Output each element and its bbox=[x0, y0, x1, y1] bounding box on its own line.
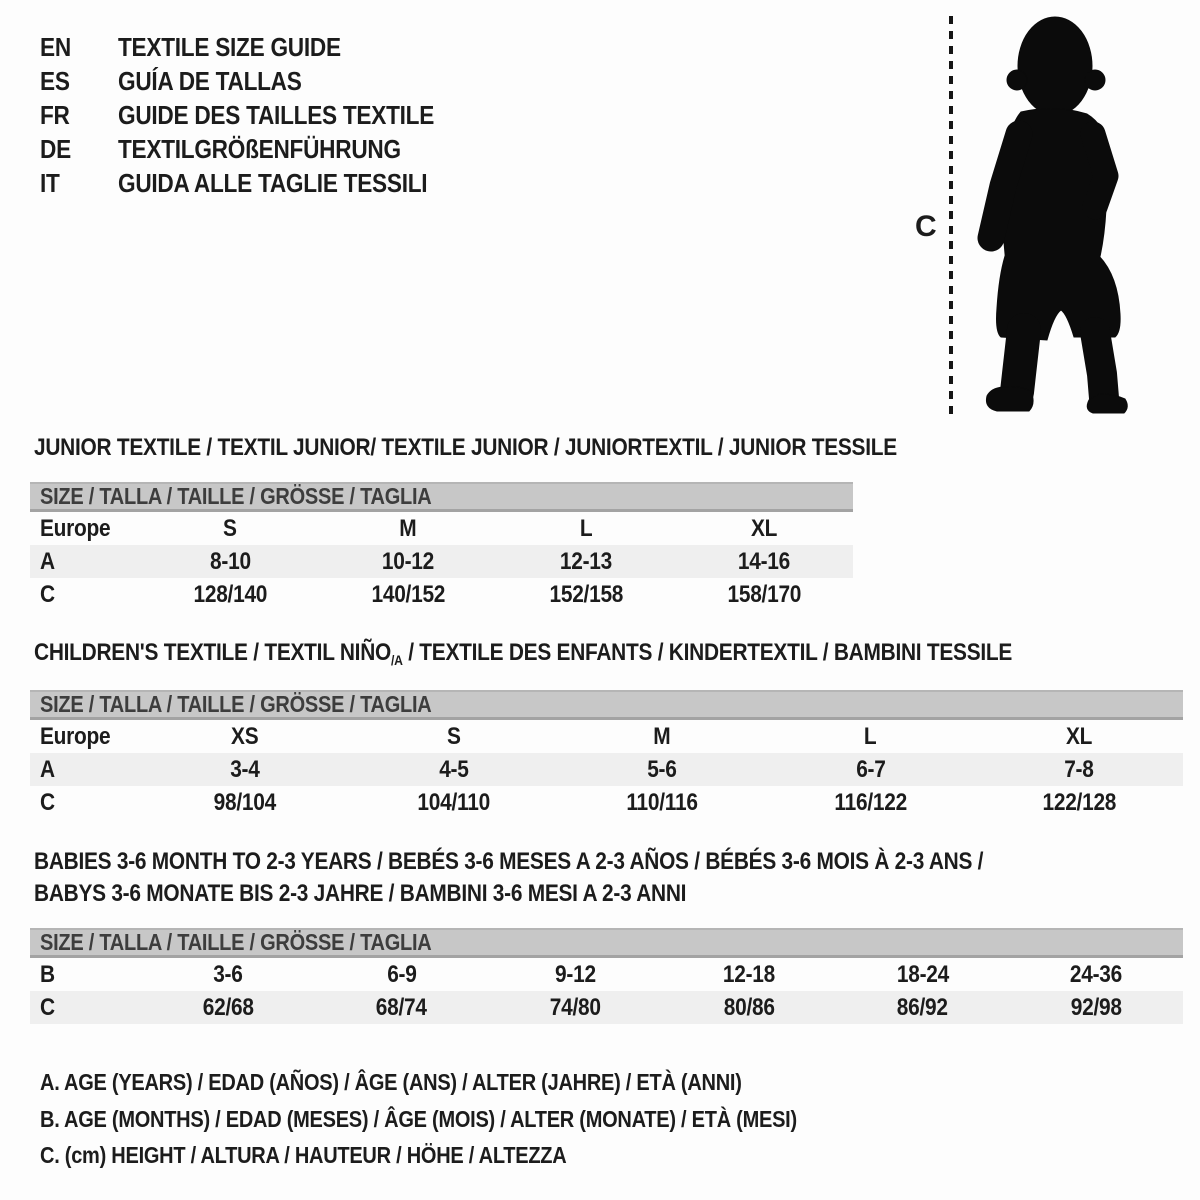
size-cell: M bbox=[399, 514, 417, 542]
size-header-bar: SIZE / TALLA / TAILLE / GRÖSSE / TAGLIA bbox=[30, 690, 1183, 720]
guide-title-it: GUIDA ALLE TAGLIE TESSILI bbox=[118, 167, 428, 198]
months-cell: 6-9 bbox=[386, 960, 417, 988]
height-cell: 68/74 bbox=[376, 993, 427, 1021]
size-cell: L bbox=[579, 514, 593, 542]
height-cell: 116/122 bbox=[834, 788, 907, 816]
toddler-figure bbox=[905, 14, 1145, 418]
nino-a-subscript: /A bbox=[391, 652, 403, 668]
height-cell: 158/170 bbox=[727, 580, 801, 608]
row-label: A bbox=[40, 547, 55, 575]
table-row-age bbox=[30, 753, 1183, 786]
height-cell: 152/158 bbox=[549, 580, 623, 608]
row-label: Europe bbox=[40, 722, 111, 750]
age-cell: 6-7 bbox=[855, 755, 886, 783]
age-cell: 14-16 bbox=[737, 547, 791, 575]
row-label: C bbox=[40, 993, 55, 1021]
row-label: B bbox=[40, 960, 55, 988]
age-cell: 3-4 bbox=[230, 755, 260, 783]
row-label: Europe bbox=[40, 514, 111, 542]
height-cell: 62/68 bbox=[202, 993, 254, 1021]
months-cell: 12-18 bbox=[722, 960, 775, 988]
size-header-bar: SIZE / TALLA / TAILLE / GRÖSSE / TAGLIA bbox=[30, 928, 1183, 958]
size-header-bar: SIZE / TALLA / TAILLE / GRÖSSE / TAGLIA bbox=[30, 482, 853, 512]
table-row-height bbox=[30, 786, 1183, 819]
height-cell: 86/92 bbox=[897, 993, 948, 1021]
height-cell: 104/110 bbox=[417, 788, 490, 816]
age-cell: 10-12 bbox=[381, 547, 435, 575]
age-cell: 5-6 bbox=[647, 755, 677, 783]
size-cell: S bbox=[446, 722, 461, 750]
babies-section-title-line1: BABIES 3-6 MONTH TO 2-3 YEARS / BEBÉS 3-6 MESES A 2-3 AÑOS / BÉBÉS 3-6 MOIS À 2-3 ANS / bbox=[34, 848, 984, 875]
table-row-height bbox=[30, 578, 853, 611]
toddler-silhouette-icon bbox=[967, 14, 1137, 414]
height-cell: 122/128 bbox=[1042, 788, 1116, 816]
height-measure-label: C bbox=[915, 210, 937, 243]
babies-section-title-line2: BABYS 3-6 MONATE BIS 2-3 JAHRE / BAMBINI 3-6 MESI A 2-3 ANNI bbox=[34, 880, 687, 907]
height-measure-dashed-line bbox=[949, 16, 953, 414]
size-cell: S bbox=[223, 514, 237, 542]
junior-section-title: JUNIOR TEXTILE / TEXTIL JUNIOR/ TEXTILE JUNIOR / JUNIORTEXTIL / JUNIOR TESSILE bbox=[34, 434, 897, 461]
language-row-fr bbox=[40, 98, 481, 132]
guide-title-es: GUÍA DE TALLAS bbox=[118, 65, 302, 96]
age-cell: 12-13 bbox=[559, 547, 613, 575]
language-code: IT bbox=[40, 167, 60, 198]
size-cell: XS bbox=[231, 722, 259, 750]
table-row-europe bbox=[30, 512, 853, 545]
legend-line-a: A. AGE (YEARS) / EDAD (AÑOS) / ÂGE (ANS) / ALTER (JAHRE) / ETÀ (ANNI) bbox=[40, 1069, 742, 1095]
size-cell: XL bbox=[750, 514, 778, 542]
months-cell: 18-24 bbox=[896, 960, 949, 988]
language-title-list bbox=[40, 30, 481, 200]
language-code: FR bbox=[40, 99, 70, 130]
height-cell: 140/152 bbox=[371, 580, 445, 608]
language-code: DE bbox=[40, 133, 71, 164]
months-cell: 3-6 bbox=[213, 960, 243, 988]
junior-size-table bbox=[30, 482, 853, 611]
size-cell: L bbox=[864, 722, 877, 750]
row-label: A bbox=[40, 755, 55, 783]
height-cell: 98/104 bbox=[214, 788, 277, 816]
height-cell: 110/116 bbox=[626, 788, 698, 816]
age-cell: 8-10 bbox=[209, 547, 251, 575]
months-cell: 9-12 bbox=[554, 960, 596, 988]
children-section-title: CHILDREN'S TEXTILE / TEXTIL $NIÑO_{/A}$ / TEXTILE DES ENFANTS / KINDERTEXTIL / BAMBINI TESSILE bbox=[34, 639, 1013, 668]
guide-title-de: TEXTILGRÖßENFÜHRUNG bbox=[118, 133, 401, 164]
height-cell: 74/80 bbox=[549, 993, 601, 1021]
height-cell: 92/98 bbox=[1070, 993, 1122, 1021]
legend-line-b: B. AGE (MONTHS) / EDAD (MESES) / ÂGE (MOIS) / ALTER (MONATE) / ETÀ (MESI) bbox=[40, 1106, 797, 1132]
age-cell: 7-8 bbox=[1064, 755, 1094, 783]
legend-line-c: C. (cm) HEIGHT / ALTURA / HAUTEUR / HÖHE / ALTEZZA bbox=[40, 1142, 567, 1168]
language-row-de bbox=[40, 132, 481, 166]
guide-title-fr: GUIDE DES TAILLES TEXTILE bbox=[118, 99, 435, 130]
table-row-height bbox=[30, 991, 1183, 1024]
language-row-it bbox=[40, 166, 481, 200]
size-cell: M bbox=[653, 722, 671, 750]
height-cell: 128/140 bbox=[193, 580, 267, 608]
language-code: EN bbox=[40, 31, 71, 62]
table-row-europe bbox=[30, 720, 1183, 753]
babies-size-table bbox=[30, 928, 1183, 1024]
language-row-es bbox=[40, 64, 481, 98]
table-row-months bbox=[30, 958, 1183, 991]
months-cell: 24-36 bbox=[1070, 960, 1123, 988]
children-size-table bbox=[30, 690, 1183, 819]
size-cell: XL bbox=[1065, 722, 1092, 750]
height-cell: 80/86 bbox=[723, 993, 775, 1021]
row-label: C bbox=[40, 580, 55, 608]
row-label: C bbox=[40, 788, 55, 816]
language-code: ES bbox=[40, 65, 70, 96]
age-cell: 4-5 bbox=[438, 755, 469, 783]
table-row-age bbox=[30, 545, 853, 578]
language-row-en bbox=[40, 30, 481, 64]
guide-title-en: TEXTILE SIZE GUIDE bbox=[118, 31, 341, 62]
